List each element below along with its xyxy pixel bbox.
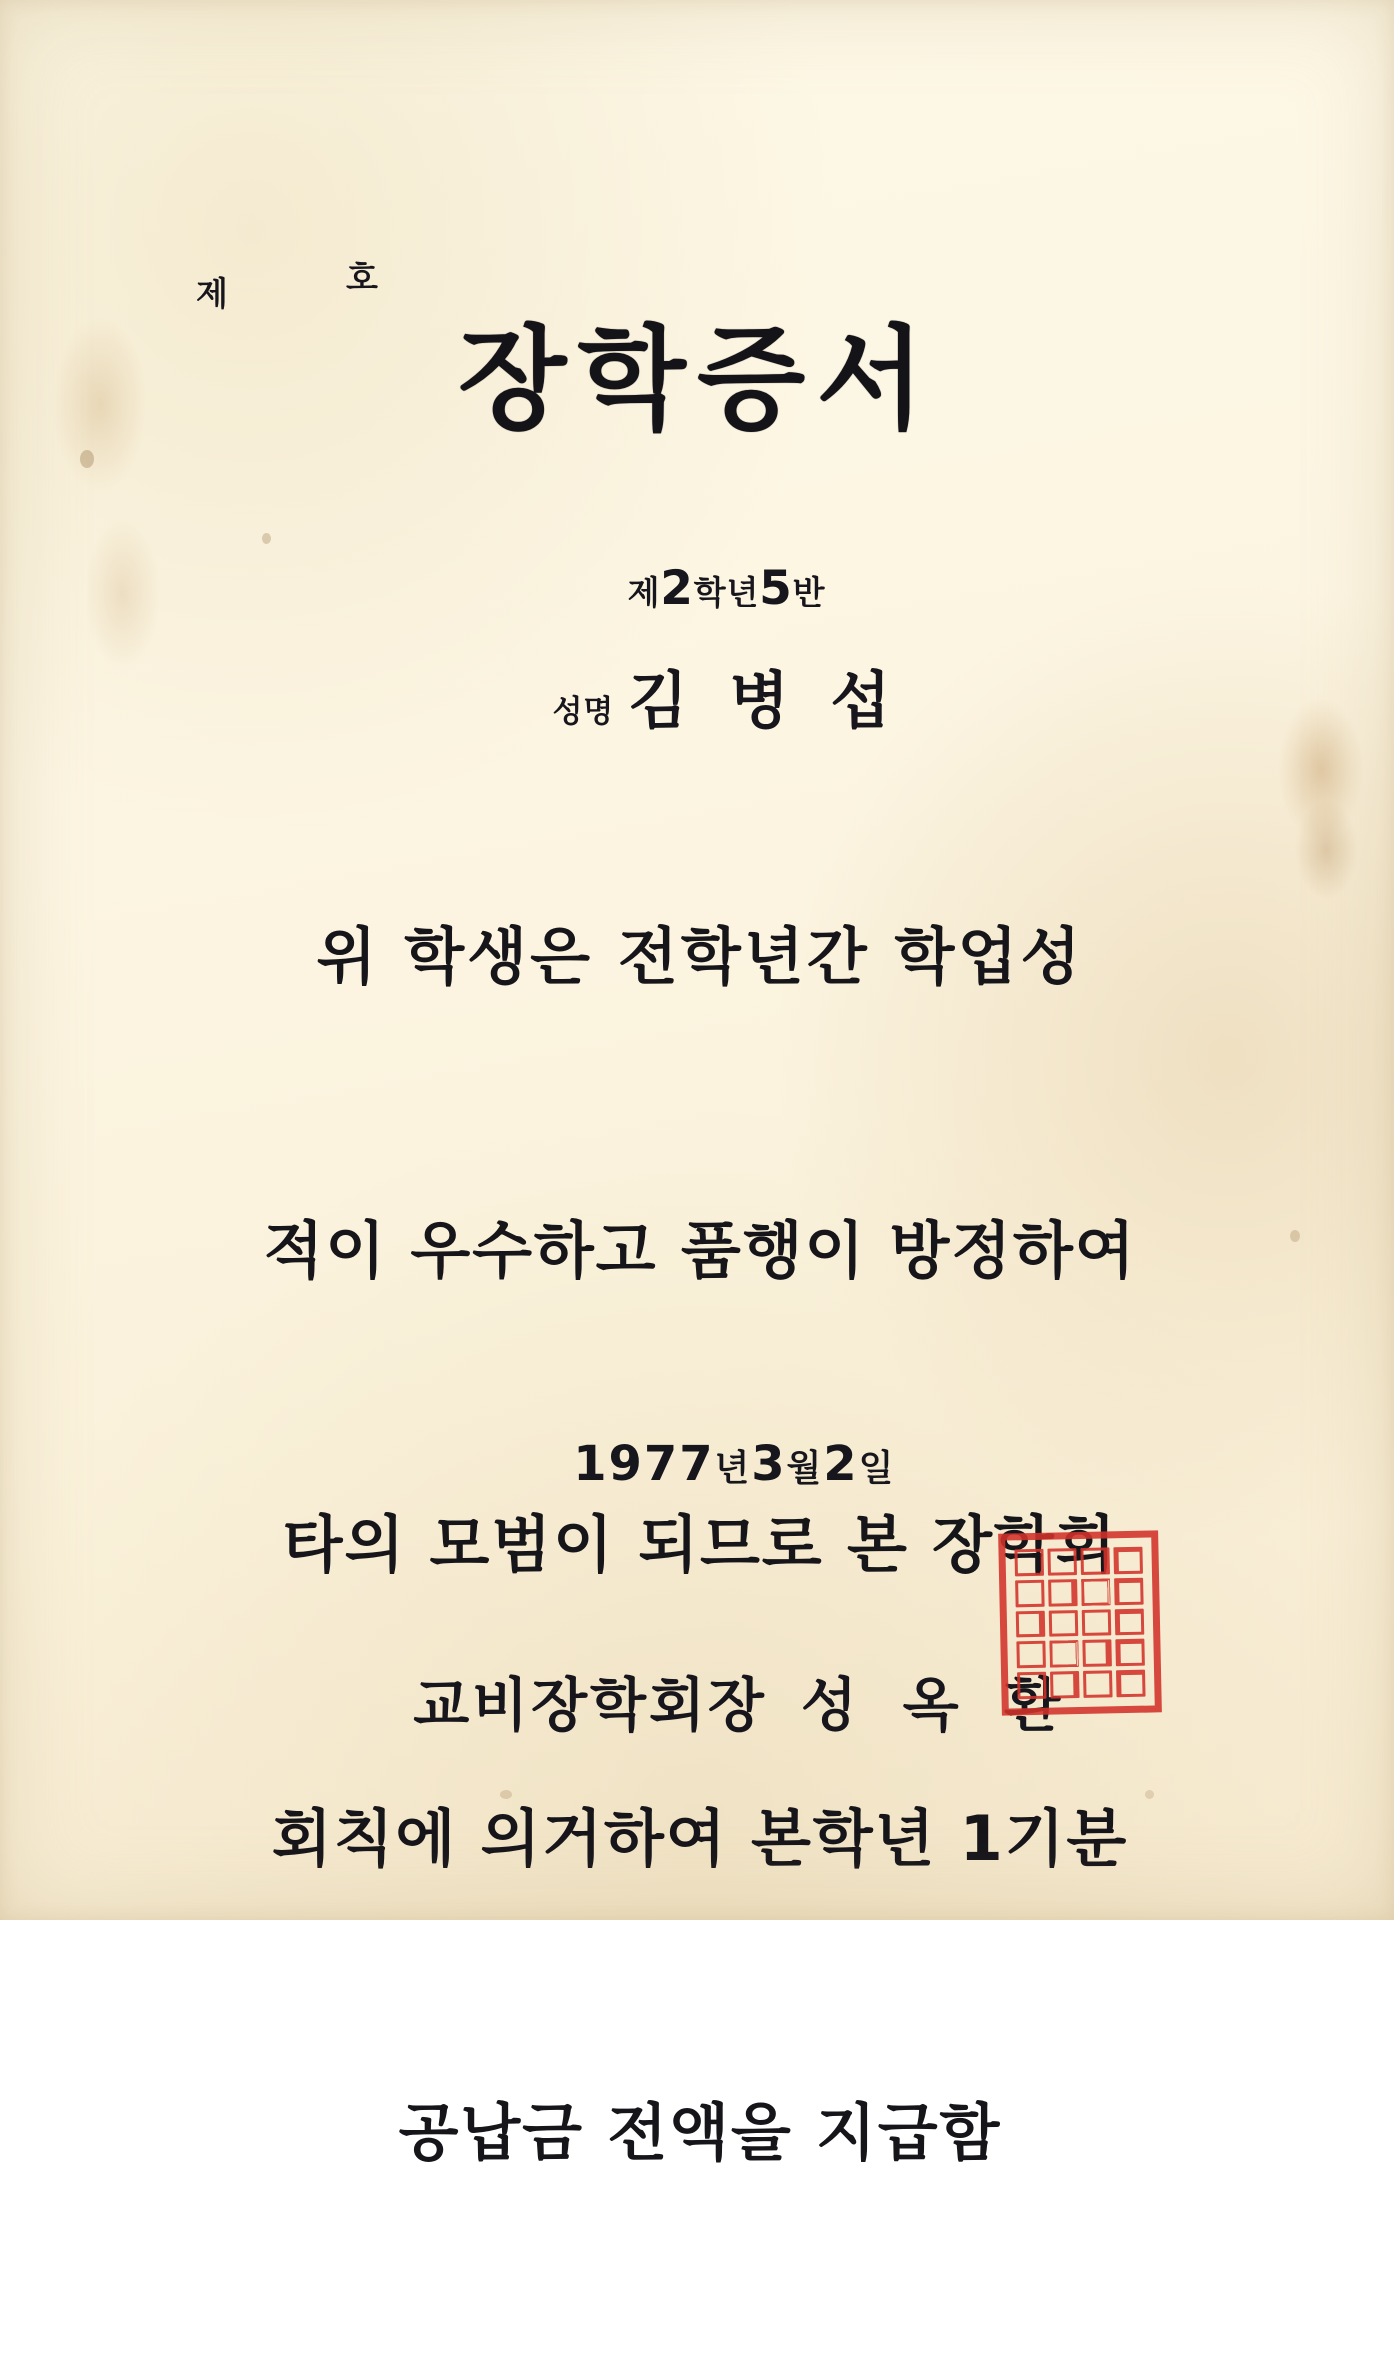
grade-prefix-label: 제 bbox=[627, 573, 661, 612]
signatory-name: 성 옥 환 bbox=[800, 1671, 1074, 1739]
grade-year-value: 2 bbox=[660, 561, 694, 616]
body-line: 회칙에 의거하여 본학년 1기분 bbox=[271, 1802, 1129, 1875]
grade-year-label: 학년 bbox=[693, 573, 760, 612]
official-seal-icon bbox=[998, 1530, 1162, 1715]
body-line: 위 학생은 전학년간 학업성 bbox=[316, 920, 1084, 993]
date-month-label: 월 bbox=[786, 1448, 824, 1489]
body-line: 공납금 전액을 지급함 bbox=[398, 2096, 1002, 2169]
date-day-value: 2 bbox=[823, 1436, 859, 1492]
number-prefix-label: 제 bbox=[196, 274, 229, 313]
issue-date bbox=[0, 1380, 1394, 1548]
grade-class-value: 5 bbox=[759, 561, 793, 616]
signatory-title: 교비장학회장 bbox=[413, 1671, 767, 1739]
date-year-label: 년 bbox=[714, 1448, 752, 1489]
number-suffix-label: 호 bbox=[346, 258, 379, 297]
body-line: 타의 모범이 되므로 본 장학회 bbox=[282, 1508, 1118, 1581]
date-year-value: 1977 bbox=[573, 1436, 715, 1492]
student-name-label: 성명 bbox=[552, 694, 614, 730]
date-month-value: 3 bbox=[751, 1436, 787, 1492]
grade-class-label: 반 bbox=[792, 573, 826, 612]
date-day-label: 일 bbox=[858, 1448, 896, 1489]
page-title: 장학증서 bbox=[458, 315, 936, 445]
paper-speckle bbox=[80, 450, 94, 468]
signature-line bbox=[0, 1590, 1394, 1810]
body-line: 적이 우수하고 품행이 방정하여 bbox=[263, 1214, 1137, 1287]
student-name-value: 김 병 섭 bbox=[627, 664, 901, 737]
seal-pattern bbox=[1014, 1547, 1145, 1700]
paper-speckle bbox=[1290, 1230, 1300, 1242]
